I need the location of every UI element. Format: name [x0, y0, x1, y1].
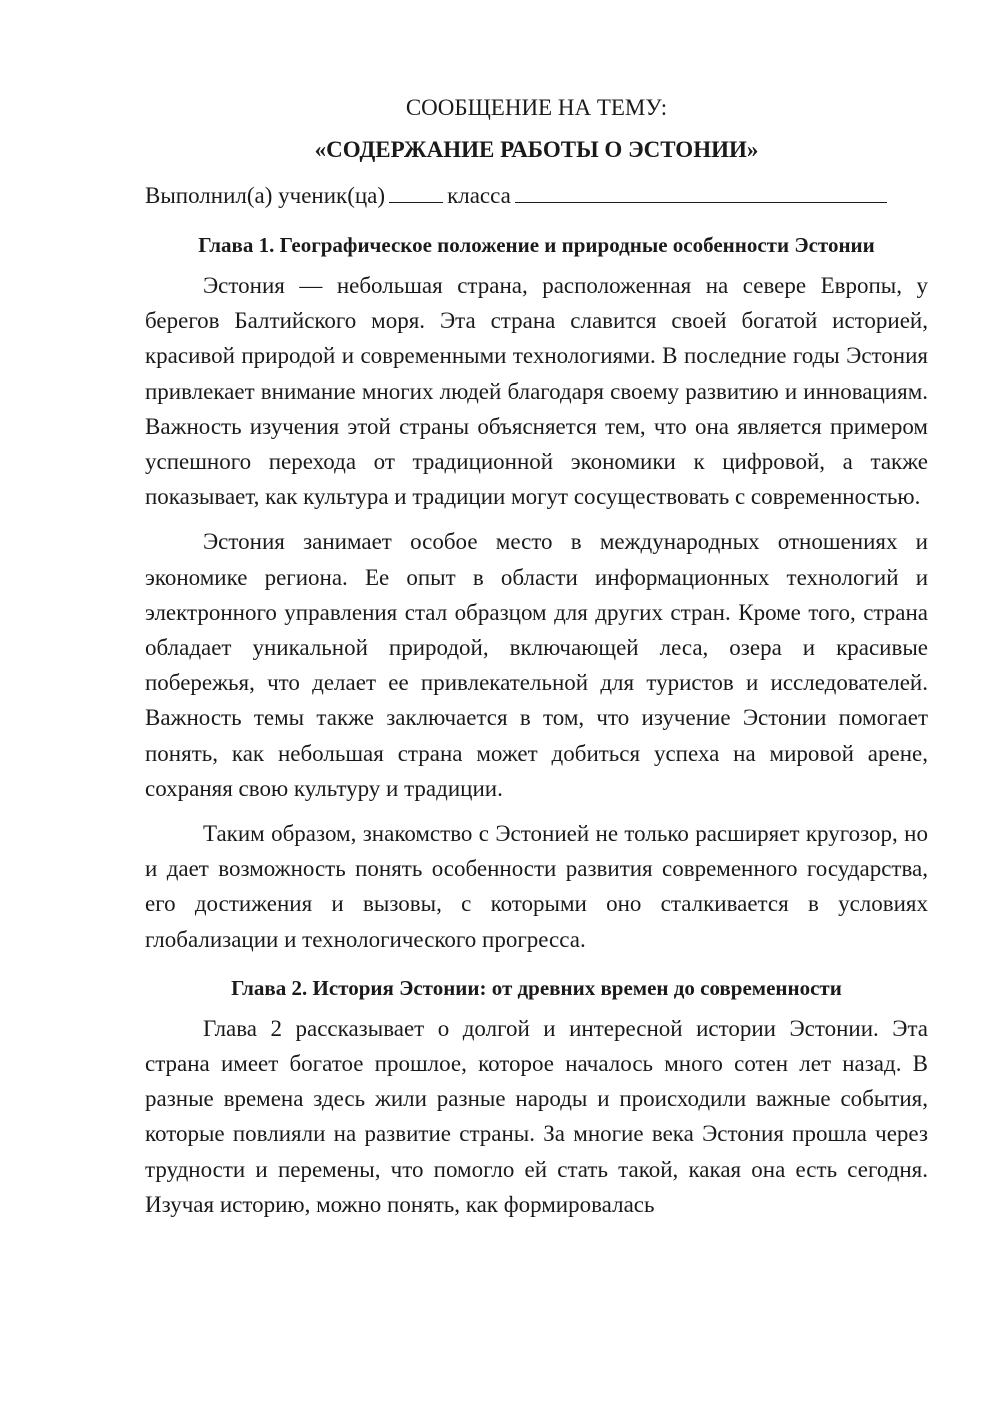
document-page — [145, 90, 928, 1232]
signature-prefix: Выполнил(а) ученик(ца) — [145, 183, 386, 208]
chapter-2-heading: Глава 2. История Эстонии: от древних времен до современности — [231, 975, 842, 1000]
chapter-1-paragraph-2: Эстония занимает особое место в международных отношениях и экономике региона. Ее опыт в области информационных технологий и электронного управления стал образцом для других стран. Кроме того, страна обладает уникальной природой, включающей леса, озера и красивые побережья, что делает ее привлекательной для туристов и исследователей. Важность темы также заключается в том, что изучение Эстонии помогает понять, как небольшая страна может добиться успеха на мировой арене, сохраняя свою культуру и традиции. — [145, 529, 928, 801]
signature-middle: класса — [447, 183, 511, 208]
chapter-1-heading: Глава 1. Географическое положение и природные особенности Эстонии — [198, 233, 875, 257]
chapter-2-paragraph-1: Глава 2 рассказывает о долгой и интересной истории Эстонии. Эта страна имеет богатое прошлое, которое началось много сотен лет назад. В разные времена здесь жили разные народы и происходили важные события, которые повлияли на развитие страны. За многие века Эстония прошла через трудности и перемены, что помогло ей стать такой, какая она есть сегодня. Изучая историю, можно понять, как формировалась — [145, 1015, 928, 1217]
student-name-blank[interactable] — [515, 178, 887, 203]
chapter-1-paragraph-1: Эстония — небольшая страна, расположенная на севере Европы, у берегов Балтийского моря. Эта страна славится своей богатой историей, красивой природой и современными технологиями. В последние годы Эстония привлекает внимание многих людей благодаря своему развитию и инновациям. Важность изучения этой страны объясняется тем, что она является примером успешного перехода от традиционной экономики к цифровой, а также показывает, как культура и традиции могут сосуществовать с современностью. — [145, 273, 928, 510]
signature-line — [145, 178, 928, 214]
chapter-1-paragraph-3: Таким образом, знакомство с Эстонией не только расширяет кругозор, но и дает возможность понять особенности развития современного государства, его достижения и вызовы, с которыми оно сталкивается в условиях глобализации и технологического прогресса. — [145, 821, 928, 952]
class-number-blank[interactable] — [389, 178, 443, 203]
document-title: «СОДЕРЖАНИЕ РАБОТЫ О ЭСТОНИИ» — [314, 137, 759, 162]
title-line-1: СООБЩЕНИЕ НА ТЕМУ: — [405, 95, 668, 120]
